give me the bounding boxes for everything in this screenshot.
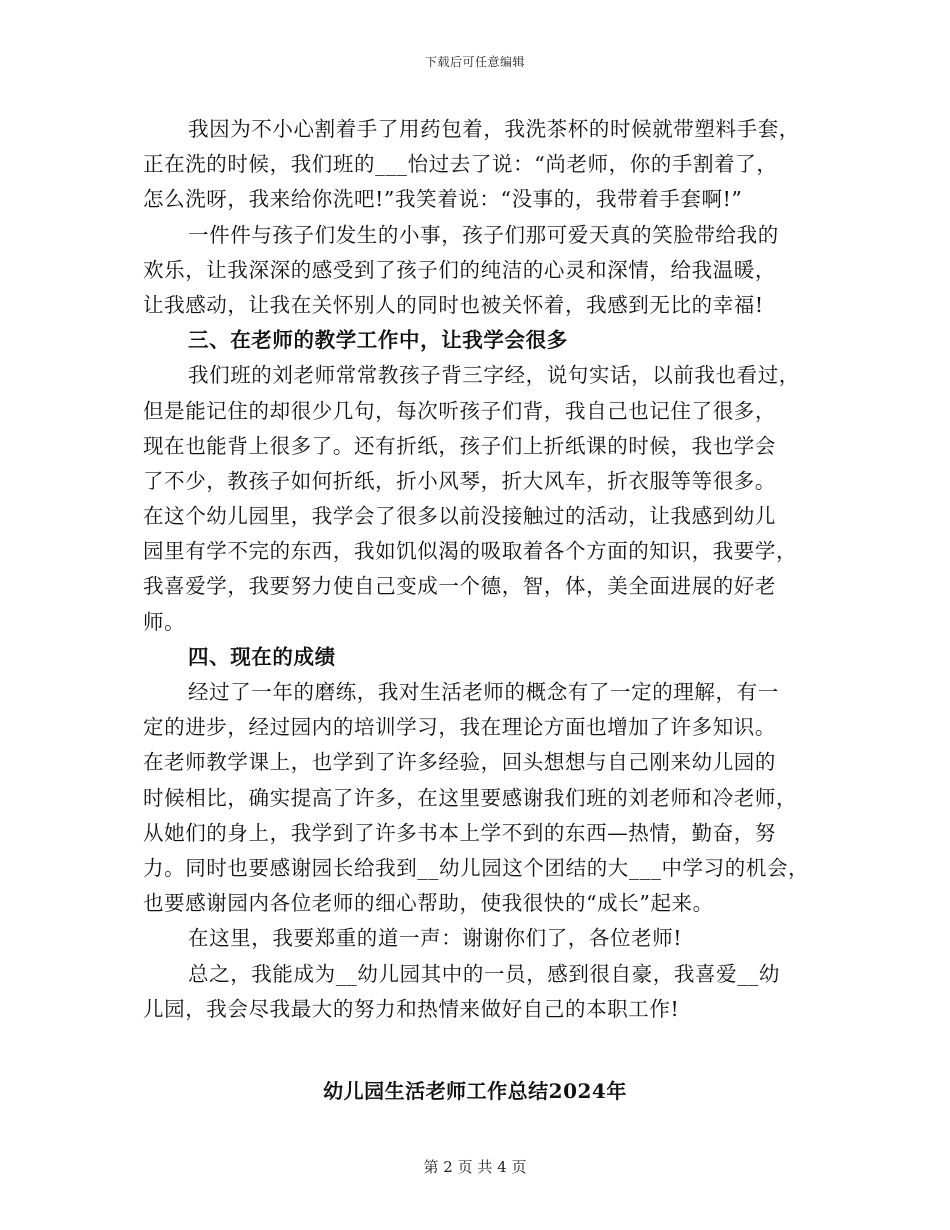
paragraph-line: 也要感谢园内各位老师的细心帮助，使我很快的“成长”起来。	[143, 891, 714, 916]
paragraph-line: 在老师教学课上，也学到了许多经验，回头想想与自己刚来幼儿园的	[143, 750, 776, 775]
paragraph-line: 了不少，教孩子如何折纸，折小风琴，折大风车，折衣服等等很多。	[143, 468, 776, 493]
paragraph-line: 怎么洗呀，我来给你洗吧!”我笑着说：“没事的，我带着手套啊!”	[143, 187, 743, 212]
paragraph-line: 我喜爱学，我要努力使自己变成一个德，智，体，美全面进展的好老	[143, 574, 776, 599]
page-number: 第 2 页 共 4 页	[423, 1158, 527, 1176]
paragraph-line: 现在也能背上很多了。还有折纸，孩子们上折纸课的时候，我也学会	[143, 433, 776, 458]
paragraph-line: 在这个幼儿园里，我学会了很多以前没接触过的活动，让我感到幼儿	[143, 504, 776, 529]
paragraph-line: 让我感动，让我在关怀别人的同时也被关怀着，我感到无比的幸福!	[143, 292, 764, 317]
section-heading-4: 四、现在的成绩	[188, 644, 336, 669]
paragraph-line: 师。	[143, 609, 186, 634]
paragraph-line: 我们班的刘老师常常教孩子背三字经，说句实话，以前我也看过，	[188, 363, 800, 388]
paragraph-line: 但是能记住的却很少几句，每次听孩子们背，我自己也记住了很多，	[143, 398, 776, 423]
paragraph-line: 园里有学不完的东西，我如饥似渴的吸取着各个方面的知识，我要学，	[143, 539, 798, 564]
document-title: 幼儿园生活老师工作总结2024年	[323, 1079, 627, 1103]
paragraph-line: 从她们的身上，我学到了许多书本上学不到的东西—热情，勤奋，努	[143, 820, 776, 845]
page-header-note: 下载后可任意编辑	[424, 55, 525, 69]
section-heading-3: 三、在老师的教学工作中，让我学会很多	[188, 328, 568, 353]
paragraph-line: 经过了一年的磨练，我对生活老师的概念有了一定的理解，有一	[188, 680, 779, 704]
paragraph-line: 儿园，我会尽我最大的努力和热情来做好自己的本职工作!	[143, 996, 680, 1021]
paragraph-line: 力。同时也要感谢园长给我到__幼儿园这个团结的大___中学习的机会，	[143, 855, 810, 880]
paragraph-line: 一件件与孩子们发生的小事，孩子们那可爱天真的笑脸带给我的	[188, 222, 779, 247]
paragraph-line: 欢乐，让我深深的感受到了孩子们的纯洁的心灵和深情，给我温暖，	[143, 257, 776, 282]
paragraph-line: 总之，我能成为__幼儿园其中的一员，感到很自豪，我喜爱__幼	[188, 961, 780, 986]
paragraph-line: 正在洗的时候，我们班的___怡过去了说：“尚老师，你的手割着了，	[143, 152, 778, 177]
paragraph-line: 时候相比，确实提高了许多，在这里要感谢我们班的刘老师和冷老师，	[143, 785, 798, 810]
paragraph-line: 在这里，我要郑重的道一声：谢谢你们了，各位老师!	[188, 926, 683, 951]
paragraph-line: 定的进步，经过园内的培训学习，我在理论方面也增加了许多知识。	[143, 715, 776, 740]
paragraph-line: 我因为不小心割着手了用药包着，我洗茶杯的时候就带塑料手套，	[188, 117, 800, 141]
document-body	[143, 112, 823, 1027]
